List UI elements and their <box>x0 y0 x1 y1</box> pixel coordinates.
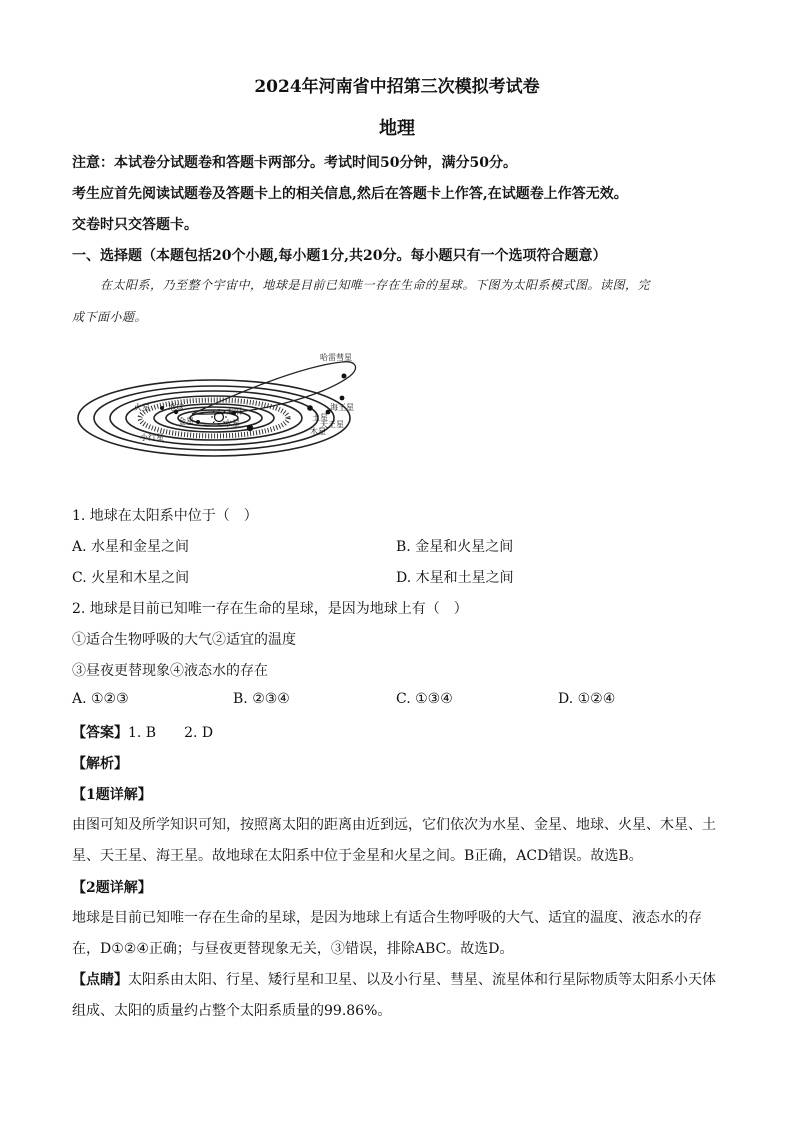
planet-jupiter <box>247 425 253 431</box>
exam-title: 2024年河南省中招第三次模拟考试卷 <box>254 77 540 97</box>
tip-label: 【点睛】 <box>72 972 128 988</box>
q1-detail-text: 由图可知及所学知识可知，按照离太阳的距离由近到远，它们依次为水星、金星、地球、火星、木星、土星、天王星、海王星。故地球在太阳系中位于金星和火星之间。B正确，ACD错误。故选B。 <box>72 817 716 864</box>
label-saturn: 土星 <box>312 413 328 422</box>
label-mars: 火星 <box>134 403 150 412</box>
label-mercury: 水星 <box>224 419 240 428</box>
planet-saturn <box>307 405 313 411</box>
planet-mars <box>160 406 164 410</box>
label-jupiter: 木星 <box>310 427 326 436</box>
label-venus: 金星 <box>178 417 194 426</box>
planet-venus <box>196 420 200 424</box>
q1-option-c: C. 火星和木星之间 <box>72 570 190 586</box>
section-heading: 一、选择题（本题包括20个小题,每小题1分,共20分。每小题只有一个选项符合题意） <box>72 248 607 264</box>
label-sun: 太阳 <box>226 407 242 416</box>
label-asteroid: 小行星 <box>140 433 164 442</box>
answer-text: 1. B 2. D <box>128 725 214 741</box>
answer-line <box>72 722 213 742</box>
analysis-label: 【解析】 <box>72 756 128 772</box>
q1-option-b: B. 金星和火星之间 <box>396 539 514 555</box>
notice-line-3: 交卷时只交答题卡。 <box>72 217 198 233</box>
tip-paragraph <box>72 965 724 1027</box>
q1-option-a: A. 水星和金星之间 <box>72 539 190 555</box>
comet-head <box>342 374 347 379</box>
solar-system-diagram <box>74 350 374 460</box>
intro-line-2: 成下面小题。 <box>72 310 148 324</box>
q2-option-b: B. ②③④ <box>233 691 290 707</box>
tip-text: 太阳系由太阳、行星、矮行星和卫星、以及小行星、彗星、流星体和行星际物质等太阳系小天体组成、太阳的质量约占整个太阳系质量的99.86%。 <box>72 972 716 1019</box>
q2-option-a: A. ①②③ <box>72 691 129 707</box>
answer-label: 【答案】 <box>72 725 128 741</box>
q2-detail-label: 【2题详解】 <box>72 880 152 896</box>
intro-line-1: 在太阳系，乃至整个宇宙中，地球是目前已知唯一存在生命的星球。下图为太阳系模式图。读图，完 <box>100 278 651 292</box>
q2-statement-1: ①适合生物呼吸的大气②适宜的温度 <box>72 632 296 648</box>
label-comet: 哈雷彗星 <box>320 353 352 362</box>
label-neptune: 海王星 <box>330 403 354 412</box>
label-uranus: 天王星 <box>320 420 344 429</box>
q2-statement-2: ③昼夜更替现象④液态水的存在 <box>72 663 268 679</box>
q2-stem: 2. 地球是目前已知唯一存在生命的星球，是因为地球上有（ ） <box>72 601 468 617</box>
q1-detail-label: 【1题详解】 <box>72 787 152 803</box>
notice-line-1: 注意：本试卷分试题卷和答题卡两部分。考试时间50分钟，满分50分。 <box>72 155 517 171</box>
q2-detail-text: 地球是目前已知唯一存在生命的星球，是因为地球上有适合生物呼吸的大气、适宜的温度、液态水的存在，D①②④正确；与昼夜更替现象无关，③错误，排除ABC。故选D。 <box>72 910 702 957</box>
notice-line-2: 考生应首先阅读试题卷及答题卡上的相关信息,然后在答题卡上作答,在试题卷上作答无效。 <box>72 186 628 202</box>
q2-option-c: C. ①③④ <box>396 691 453 707</box>
q2-option-d: D. ①②④ <box>558 691 616 707</box>
q1-option-d: D. 木星和土星之间 <box>396 570 514 586</box>
planet-neptune <box>340 396 345 401</box>
subject-title: 地理 <box>379 118 415 139</box>
label-earth: 地球 <box>168 403 184 412</box>
q1-stem: 1. 地球在太阳系中位于（ ） <box>72 508 258 524</box>
